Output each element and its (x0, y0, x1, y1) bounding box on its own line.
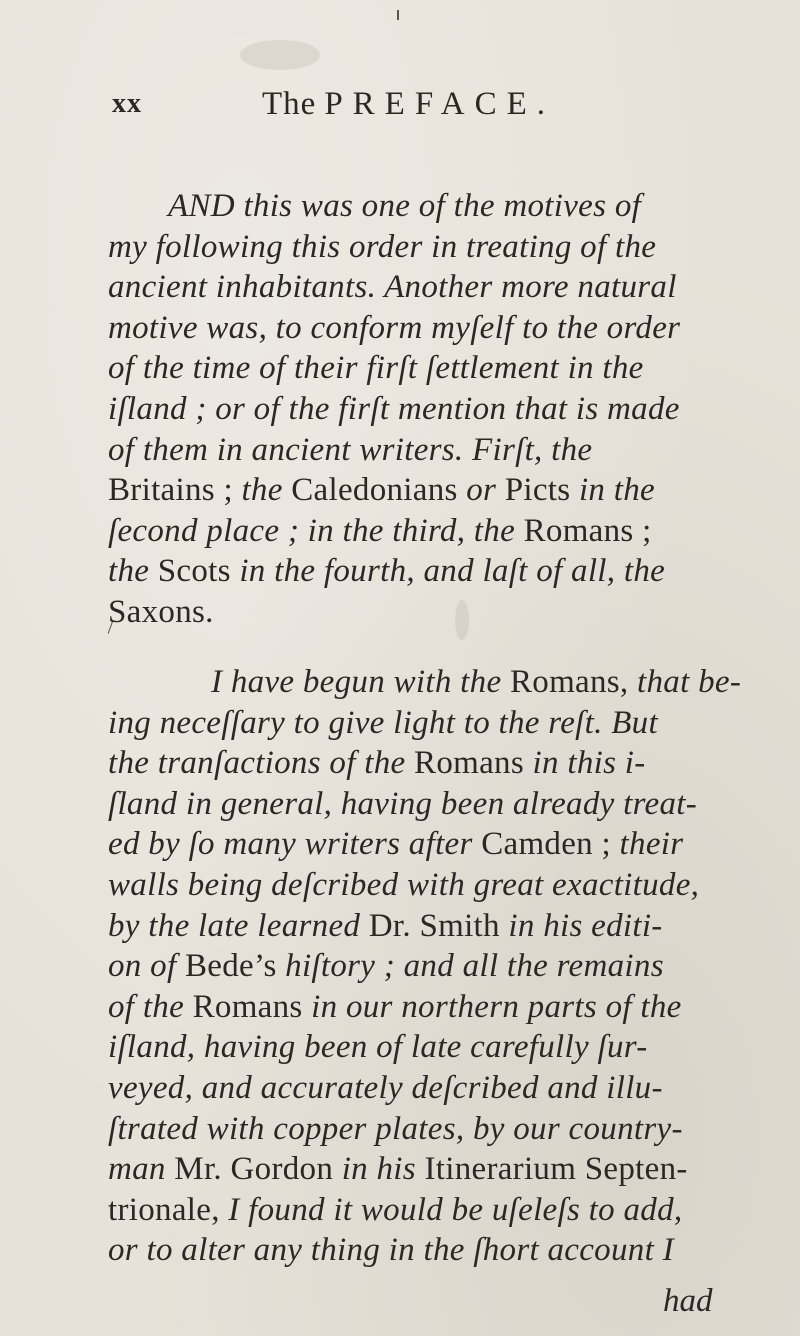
text-line (108, 227, 680, 268)
text-line (108, 308, 680, 349)
text-line (108, 703, 741, 744)
text-line (108, 267, 680, 308)
roman-text: Picts (504, 472, 579, 509)
text-line (108, 1068, 741, 1109)
text-line (108, 551, 680, 592)
roman-text: Romans (192, 988, 312, 1025)
text-line (108, 824, 741, 865)
text-line (108, 906, 741, 947)
text-line (108, 592, 680, 633)
italic-text: in his (341, 1151, 425, 1188)
italic-text: in our northern parts of the (311, 988, 682, 1025)
paper-stain (240, 40, 320, 70)
italic-text: in this i- (532, 745, 646, 782)
roman-text: trionale, (108, 1191, 229, 1228)
text-line (108, 743, 741, 784)
italic-text: walls being deſcribed with great exactitude, (108, 866, 700, 903)
italic-text: or (466, 472, 505, 509)
italic-text: motive was, to conform myſelf to the order (108, 309, 681, 346)
roman-text: Scots (157, 553, 240, 590)
italic-text: ſtrated with copper plates, by our country- (108, 1110, 683, 1147)
italic-text: in his editi- (508, 907, 663, 944)
roman-text: Britains ; (108, 472, 242, 509)
text-line (108, 470, 680, 511)
text-line (108, 784, 741, 825)
italic-text: the (108, 553, 158, 590)
roman-text: Saxons. (108, 593, 214, 630)
italic-text: ing neceſſary to give light to the reſt. But (108, 704, 658, 741)
text-line (108, 987, 741, 1028)
text-line (108, 511, 680, 552)
paragraph-2 (108, 662, 741, 1271)
italic-text: in the (578, 472, 655, 509)
text-line (108, 1149, 741, 1190)
text-line (108, 186, 680, 227)
italic-text: that be- (637, 664, 742, 700)
italic-text: by the late learned (108, 907, 369, 944)
italic-text: hiſtory ; and all the remains (285, 948, 664, 985)
italic-text: my following this order in treating of the (108, 228, 657, 265)
text-line (108, 865, 741, 906)
roman-text: Romans ; (523, 512, 652, 549)
italic-text: in the fourth, and laſt of all, the (239, 553, 666, 590)
italic-text: I found it would be uſeleſs to add, (228, 1191, 683, 1228)
italic-text: their (619, 826, 684, 863)
text-line (108, 430, 680, 471)
running-head-title: PREFACE. (324, 86, 555, 122)
italic-text: iſland ; or of the firſt mention that is made (108, 390, 680, 427)
italic-text: veyed, and accurately deſcribed and illu- (108, 1069, 663, 1106)
italic-text: ſecond place ; in the third, the (108, 512, 524, 549)
italic-text: or to alter any thing in the ſhort account I (108, 1232, 674, 1269)
page-header (112, 86, 712, 136)
running-head-prefix: The (262, 86, 317, 122)
italic-text: ſland in general, having been already treat- (108, 785, 698, 822)
italic-text: man (108, 1151, 175, 1188)
italic-text: ancient inhabitants. Another more natural (108, 269, 677, 306)
text-line (108, 946, 741, 987)
roman-text: Itinerarium Septen- (424, 1151, 688, 1188)
text-line (108, 662, 741, 703)
running-head (262, 86, 555, 123)
italic-text: I have begun with the (211, 664, 510, 700)
italic-text: on of (108, 948, 185, 985)
text-line (108, 1230, 741, 1271)
italic-text: of the time of their firſt ſettlement in the (108, 350, 644, 387)
text-line (108, 389, 680, 430)
text-line (108, 1027, 741, 1068)
roman-text: Caledonians (291, 472, 467, 509)
italic-text: of the (108, 988, 193, 1025)
italic-text: of them in ancient writers. Firſt, the (108, 431, 593, 468)
text-line (108, 348, 680, 389)
text-line (108, 1190, 741, 1231)
italic-text: iſland, having been of late carefully ſur- (108, 1029, 648, 1066)
italic-text: AND this was one of the motives of (168, 188, 642, 224)
roman-text: Mr. Gordon (174, 1151, 342, 1188)
roman-text: Dr. Smith (368, 907, 509, 944)
italic-text: ed by ſo many writers after (108, 826, 482, 863)
catchword: had (663, 1283, 713, 1319)
roman-text: Camden ; (481, 826, 620, 863)
text-line (108, 1109, 741, 1150)
roman-text: Romans, (509, 664, 638, 700)
roman-text: Romans (414, 745, 533, 782)
ink-mark (397, 10, 399, 20)
italic-text: the (241, 472, 292, 509)
italic-text: the tranſactions of the (108, 745, 415, 782)
roman-text: Bede’s (184, 948, 286, 985)
paragraph-1 (108, 186, 680, 633)
page-number: xx (112, 88, 142, 119)
